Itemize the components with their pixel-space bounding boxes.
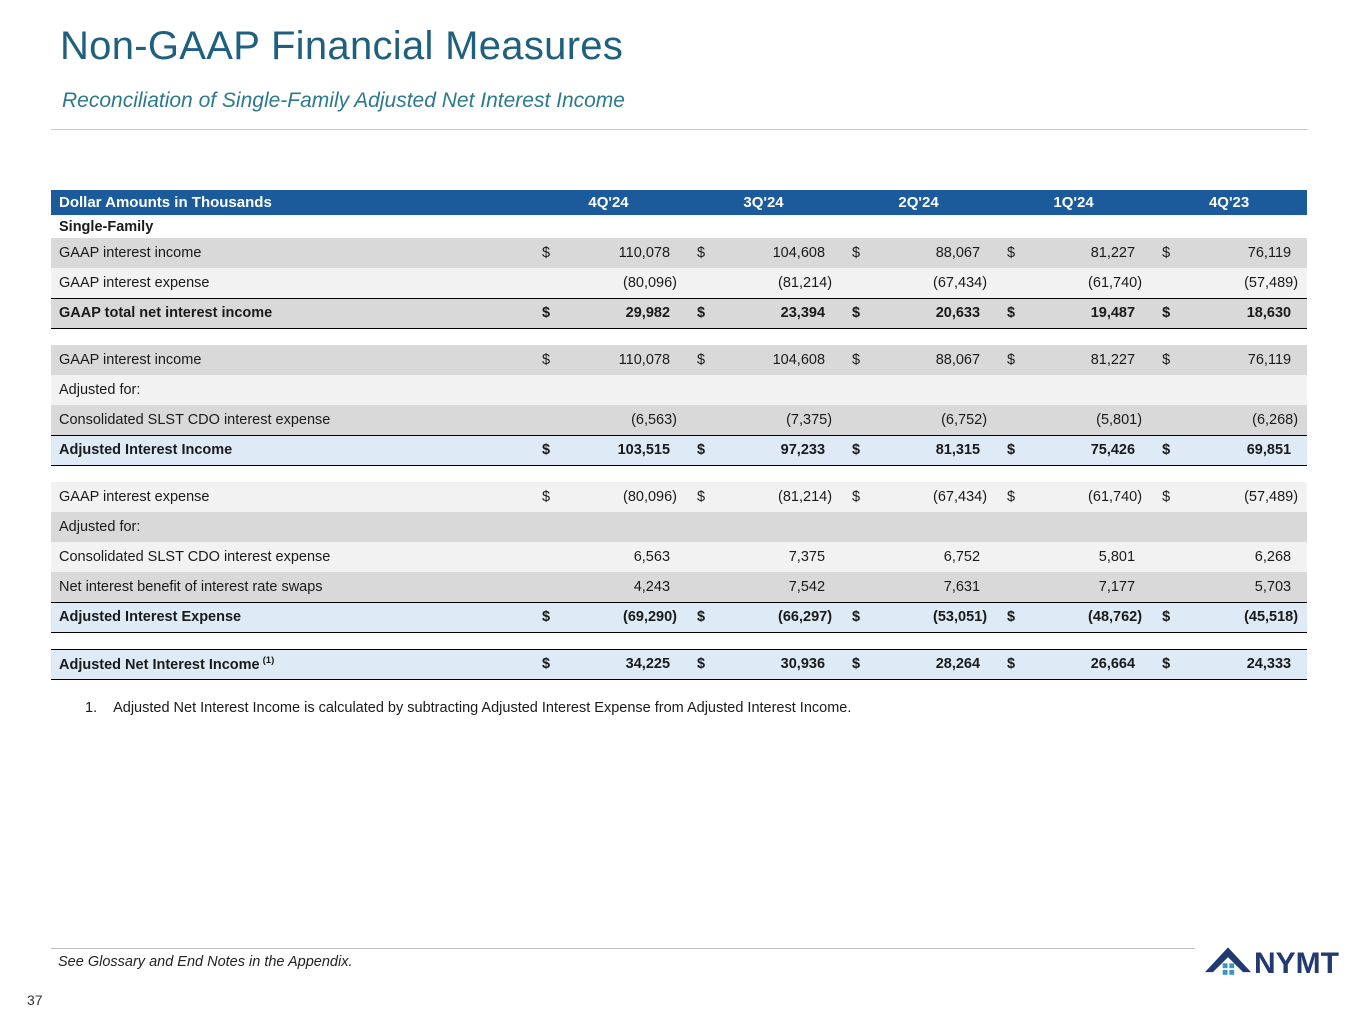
cell-value: 7,177 [1022, 572, 1151, 602]
row-adjusted-for [51, 375, 1307, 405]
cell-value: 7,375 [712, 542, 841, 572]
dollar-sign: $ [686, 482, 712, 512]
dollar-sign [531, 268, 557, 298]
row-label: GAAP interest income [51, 238, 531, 268]
dollar-sign [841, 512, 867, 542]
dollar-sign [996, 572, 1022, 602]
cell-value: 18,630 [1177, 298, 1307, 328]
cell-value: 88,067 [867, 238, 996, 268]
dollar-sign: $ [1151, 482, 1177, 512]
cell-value: 24,333 [1177, 649, 1307, 679]
cell-value: (81,214) [712, 482, 841, 512]
row-gaap-total-net-interest-income [51, 298, 1307, 328]
dollar-sign [686, 215, 712, 238]
cell-value: 5,703 [1177, 572, 1307, 602]
cell-value: (67,434) [867, 268, 996, 298]
title-divider [51, 129, 1308, 130]
row-gaap-interest-income [51, 238, 1307, 268]
cell-value: 20,633 [867, 298, 996, 328]
row-adjusted-net-interest-income [51, 649, 1307, 679]
cell-value: 5,801 [1022, 542, 1151, 572]
dollar-sign [1151, 268, 1177, 298]
cell-value [712, 215, 841, 238]
logo-text: NYMT [1254, 946, 1339, 980]
table-body [51, 215, 1307, 679]
dollar-sign: $ [686, 649, 712, 679]
dollar-sign [1151, 375, 1177, 405]
row-label: Adjusted Interest Income [51, 435, 531, 465]
row-adjusted-interest-expense [51, 602, 1307, 632]
cell-value: (66,297) [712, 602, 841, 632]
cell-value: 26,664 [1022, 649, 1151, 679]
dollar-sign [996, 268, 1022, 298]
page-title: Non-GAAP Financial Measures [60, 24, 624, 68]
cell-value: (61,740) [1022, 268, 1151, 298]
dollar-sign: $ [996, 482, 1022, 512]
cell-value [712, 375, 841, 405]
cell-value: 30,936 [712, 649, 841, 679]
spacer-cell [51, 632, 1307, 649]
cell-value: (57,489) [1177, 482, 1307, 512]
cell-value: (6,563) [557, 405, 686, 435]
row-label: GAAP interest income [51, 345, 531, 375]
cell-value: (81,214) [712, 268, 841, 298]
dollar-sign: $ [686, 602, 712, 632]
dollar-sign: $ [996, 649, 1022, 679]
row-label: Single-Family [51, 215, 531, 238]
cell-value: 76,119 [1177, 345, 1307, 375]
spacer-row [51, 465, 1307, 482]
reconciliation-table [51, 190, 1307, 680]
dollar-sign: $ [996, 238, 1022, 268]
row-net-interest-benefit-of-interest-rate-swaps [51, 572, 1307, 602]
dollar-sign: $ [996, 602, 1022, 632]
cell-value: 6,752 [867, 542, 996, 572]
dollar-sign: $ [841, 482, 867, 512]
dollar-sign [686, 572, 712, 602]
dollar-sign: $ [996, 345, 1022, 375]
dollar-sign [841, 215, 867, 238]
row-label: Adjusted for: [51, 375, 531, 405]
dollar-sign: $ [841, 649, 867, 679]
dollar-sign [686, 405, 712, 435]
cell-value: (7,375) [712, 405, 841, 435]
cell-value: (57,489) [1177, 268, 1307, 298]
cell-value: (80,096) [557, 268, 686, 298]
dollar-sign: $ [531, 238, 557, 268]
cell-value: 28,264 [867, 649, 996, 679]
cell-value: 110,078 [557, 238, 686, 268]
cell-value [867, 512, 996, 542]
cell-value: (45,518) [1177, 602, 1307, 632]
glossary-note: See Glossary and End Notes in the Appendix. [58, 954, 353, 970]
header-quarter-2q-24: 2Q'24 [841, 190, 996, 215]
cell-value: 76,119 [1177, 238, 1307, 268]
header-quarter-4q-23: 4Q'23 [1151, 190, 1307, 215]
dollar-sign: $ [996, 435, 1022, 465]
cell-value: 104,608 [712, 238, 841, 268]
dollar-sign: $ [531, 602, 557, 632]
dollar-sign: $ [531, 345, 557, 375]
dollar-sign: $ [531, 298, 557, 328]
cell-value: (69,290) [557, 602, 686, 632]
spacer-cell [51, 328, 1307, 345]
cell-value: 7,631 [867, 572, 996, 602]
cell-value: 7,542 [712, 572, 841, 602]
cell-value: 104,608 [712, 345, 841, 375]
dollar-sign: $ [686, 298, 712, 328]
row-label: GAAP total net interest income [51, 298, 531, 328]
dollar-sign [1151, 405, 1177, 435]
cell-value [1022, 215, 1151, 238]
cell-value [867, 215, 996, 238]
cell-value: 75,426 [1022, 435, 1151, 465]
row-label: Adjusted Net Interest Income $^{(1)}$ [51, 649, 531, 679]
cell-value: 19,487 [1022, 298, 1151, 328]
cell-value: 81,227 [1022, 345, 1151, 375]
cell-value: 110,078 [557, 345, 686, 375]
row-label: GAAP interest expense [51, 482, 531, 512]
dollar-sign: $ [531, 435, 557, 465]
page-number: 37 [27, 992, 43, 1008]
cell-value: (6,752) [867, 405, 996, 435]
dollar-sign [996, 375, 1022, 405]
dollar-sign [686, 542, 712, 572]
cell-value: 88,067 [867, 345, 996, 375]
dollar-sign [996, 512, 1022, 542]
header-quarter-3q-24: 3Q'24 [686, 190, 841, 215]
dollar-sign: $ [531, 482, 557, 512]
footnote-number: 1. [85, 699, 98, 716]
table-header [51, 190, 1307, 215]
cell-value: 81,227 [1022, 238, 1151, 268]
row-label: GAAP interest expense [51, 268, 531, 298]
house-icon [1205, 940, 1251, 976]
dollar-sign [531, 572, 557, 602]
dollar-sign [531, 405, 557, 435]
dollar-sign: $ [841, 298, 867, 328]
cell-value: (6,268) [1177, 405, 1307, 435]
footnote-text: Adjusted Net Interest Income is calculated by subtracting Adjusted Interest Expense from Adjusted Interest Income. [113, 699, 852, 716]
cell-value [1177, 512, 1307, 542]
dollar-sign: $ [841, 238, 867, 268]
row-label: Adjusted for: [51, 512, 531, 542]
cell-value: 23,394 [712, 298, 841, 328]
row-gaap-interest-expense [51, 482, 1307, 512]
row-gaap-interest-income [51, 345, 1307, 375]
row-label: Consolidated SLST CDO interest expense [51, 405, 531, 435]
dollar-sign [1151, 542, 1177, 572]
dollar-sign [686, 512, 712, 542]
cell-value [557, 512, 686, 542]
dollar-sign: $ [531, 649, 557, 679]
cell-value: 34,225 [557, 649, 686, 679]
dollar-sign: $ [686, 345, 712, 375]
header-label: Dollar Amounts in Thousands [51, 190, 531, 215]
cell-value: 103,515 [557, 435, 686, 465]
footnote-ref: (1) [262, 655, 275, 667]
cell-value: 81,315 [867, 435, 996, 465]
cell-value [557, 215, 686, 238]
row-label: Consolidated SLST CDO interest expense [51, 542, 531, 572]
dollar-sign [841, 405, 867, 435]
dollar-sign [686, 375, 712, 405]
page-subtitle: Reconciliation of Single-Family Adjusted Net Interest Income [62, 89, 625, 112]
cell-value: 4,243 [557, 572, 686, 602]
row-single-family [51, 215, 1307, 238]
cell-value [867, 375, 996, 405]
cell-value: (80,096) [557, 482, 686, 512]
dollar-sign: $ [1151, 298, 1177, 328]
dollar-sign [531, 512, 557, 542]
cell-value [712, 512, 841, 542]
row-consolidated-slst-cdo-interest-expense [51, 405, 1307, 435]
dollar-sign [996, 215, 1022, 238]
cell-value: 6,563 [557, 542, 686, 572]
cell-value: (48,762) [1022, 602, 1151, 632]
dollar-sign [841, 542, 867, 572]
row-label: Adjusted Interest Expense [51, 602, 531, 632]
dollar-sign [1151, 215, 1177, 238]
dollar-sign: $ [1151, 649, 1177, 679]
dollar-sign: $ [1151, 435, 1177, 465]
dollar-sign [841, 268, 867, 298]
cell-value [1022, 375, 1151, 405]
cell-value: 97,233 [712, 435, 841, 465]
dollar-sign: $ [841, 435, 867, 465]
dollar-sign [531, 215, 557, 238]
cell-value: 6,268 [1177, 542, 1307, 572]
dollar-sign: $ [1151, 345, 1177, 375]
cell-value: (5,801) [1022, 405, 1151, 435]
row-adjusted-interest-income [51, 435, 1307, 465]
dollar-sign: $ [686, 238, 712, 268]
dollar-sign: $ [841, 602, 867, 632]
dollar-sign [686, 268, 712, 298]
cell-value [1022, 512, 1151, 542]
dollar-sign: $ [1151, 238, 1177, 268]
dollar-sign [531, 375, 557, 405]
header-quarter-1q-24: 1Q'24 [996, 190, 1151, 215]
cell-value: (53,051) [867, 602, 996, 632]
dollar-sign: $ [686, 435, 712, 465]
dollar-sign: $ [1151, 602, 1177, 632]
row-consolidated-slst-cdo-interest-expense [51, 542, 1307, 572]
spacer-row [51, 328, 1307, 345]
dollar-sign [841, 572, 867, 602]
dollar-sign: $ [841, 345, 867, 375]
row-label: Net interest benefit of interest rate swaps [51, 572, 531, 602]
cell-value [1177, 375, 1307, 405]
row-gaap-interest-expense [51, 268, 1307, 298]
dollar-sign [1151, 512, 1177, 542]
footer-divider [51, 948, 1340, 949]
footnote [51, 700, 1308, 716]
dollar-sign [996, 405, 1022, 435]
cell-value: 69,851 [1177, 435, 1307, 465]
row-adjusted-for [51, 512, 1307, 542]
cell-value [1177, 215, 1307, 238]
cell-value: (67,434) [867, 482, 996, 512]
dollar-sign: $ [996, 298, 1022, 328]
header-quarter-4q-24: 4Q'24 [531, 190, 686, 215]
header-row [51, 190, 1307, 215]
spacer-cell [51, 465, 1307, 482]
cell-value [557, 375, 686, 405]
cell-value: (61,740) [1022, 482, 1151, 512]
dollar-sign [1151, 572, 1177, 602]
nymt-logo [1195, 938, 1341, 980]
dollar-sign [841, 375, 867, 405]
cell-value: 29,982 [557, 298, 686, 328]
dollar-sign [531, 542, 557, 572]
spacer-row [51, 632, 1307, 649]
dollar-sign [996, 542, 1022, 572]
